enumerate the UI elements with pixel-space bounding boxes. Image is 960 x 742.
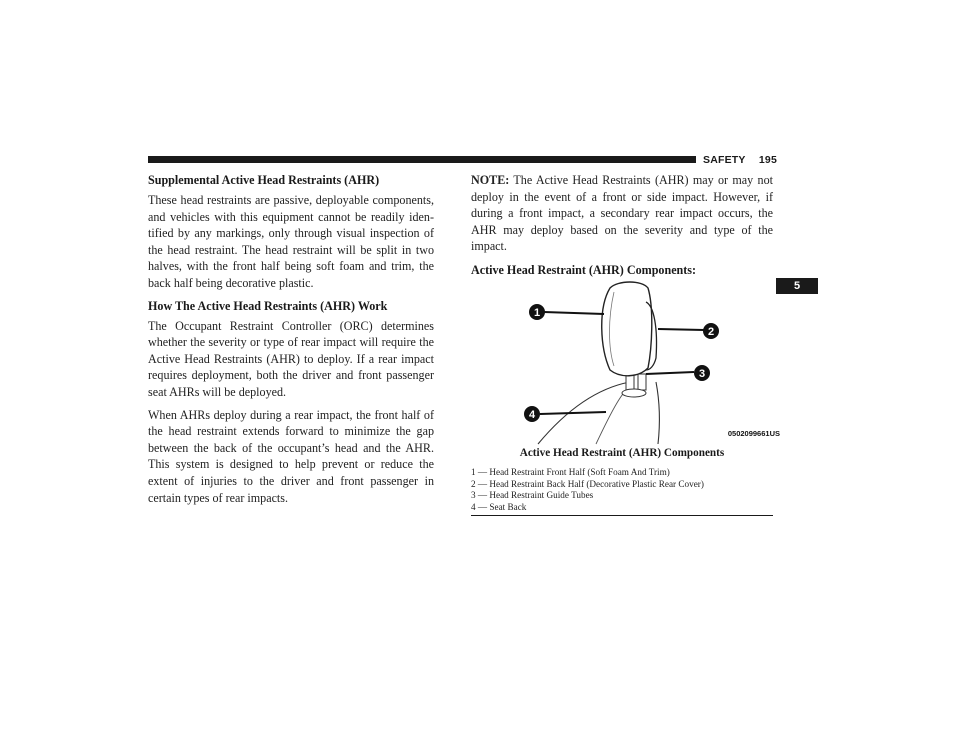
paragraph-orc: The Occupant Restraint Controller (ORC) determines whether the severity or type of rear impact will require the Active Head Restraints (AHR) to deploy. If a rear impact requires deployment, both the driver and front passenger seat AHRs will be deployed. (148, 318, 434, 399)
note-text: The Active Head Restraints (AHR) may or may not deploy in the event of a front or side impact. However, if during a front impact, a secondary rear impact occurs, the AHR may deploy based on the severity and type of the impact. (471, 173, 773, 254)
legend-rule (471, 515, 773, 516)
ahr-components-figure (518, 278, 780, 446)
note-label: NOTE: (471, 173, 510, 187)
left-column (148, 172, 434, 512)
legend-item: 4 — Seat Back (471, 501, 527, 512)
callout-3 (694, 365, 710, 381)
callout-2-label: 2 (707, 326, 715, 338)
note-paragraph (471, 172, 773, 255)
guide-tube-right (638, 374, 646, 390)
right-column (471, 172, 773, 278)
legend-item: 3 — Head Restraint Guide Tubes (471, 490, 594, 501)
guide-tube-collar (622, 389, 646, 397)
legend-item: 1 — Head Restraint Front Half (Soft Foam And Trim) (471, 467, 670, 477)
callout-2 (703, 323, 719, 339)
leader-line-3 (646, 372, 694, 374)
paragraph-deploy: When AHRs deploy during a rear impact, the front half of the head restraint extends forward to minimize the gap between the back of the occupant’s head and the AHR. This system is designed to help prevent or reduce the extent of injuries to the driver and front passenger in certain types of rear impacts. (148, 407, 434, 505)
figure-legend (471, 467, 773, 513)
header-bar (148, 156, 696, 163)
chapter-tab: 5 (776, 278, 818, 294)
callout-1 (529, 304, 545, 320)
callout-1-label: 1 (533, 307, 541, 319)
heading-how-ahr-works: How The Active Head Restraints (AHR) Work (148, 298, 388, 313)
figure-caption: Active Head Restraint (AHR) Components (519, 447, 725, 459)
paragraph-ahr-intro: These head restraints are passive, deployable components, and vehicles with this equipment cannot be readily iden-tified by any markings, only through visual inspection of the head restraint. The head restraint will be split in two halves, with the front half being soft foam and trim, the back half being decorative plastic. (148, 193, 434, 290)
callout-3-label: 3 (698, 368, 706, 380)
page-number: 195 (758, 154, 777, 166)
head-restraint-illustration (518, 278, 780, 446)
heading-ahr: Supplemental Active Head Restraints (AHR) (148, 173, 380, 187)
components-heading: Active Head Restraint (AHR) Components: (471, 262, 697, 277)
part-code: 0502099661US (727, 429, 780, 438)
seat-back-side-line (656, 382, 659, 444)
leader-line-4 (540, 412, 606, 414)
legend-item: 2 — Head Restraint Back Half (Decorative Plastic Rear Cover) (471, 478, 704, 489)
callout-4-label: 4 (528, 409, 536, 421)
section-title: SAFETY (703, 154, 746, 166)
leader-line-2 (658, 329, 704, 330)
callout-4 (524, 406, 540, 422)
leader-line-1 (544, 312, 604, 314)
running-head (703, 153, 777, 167)
